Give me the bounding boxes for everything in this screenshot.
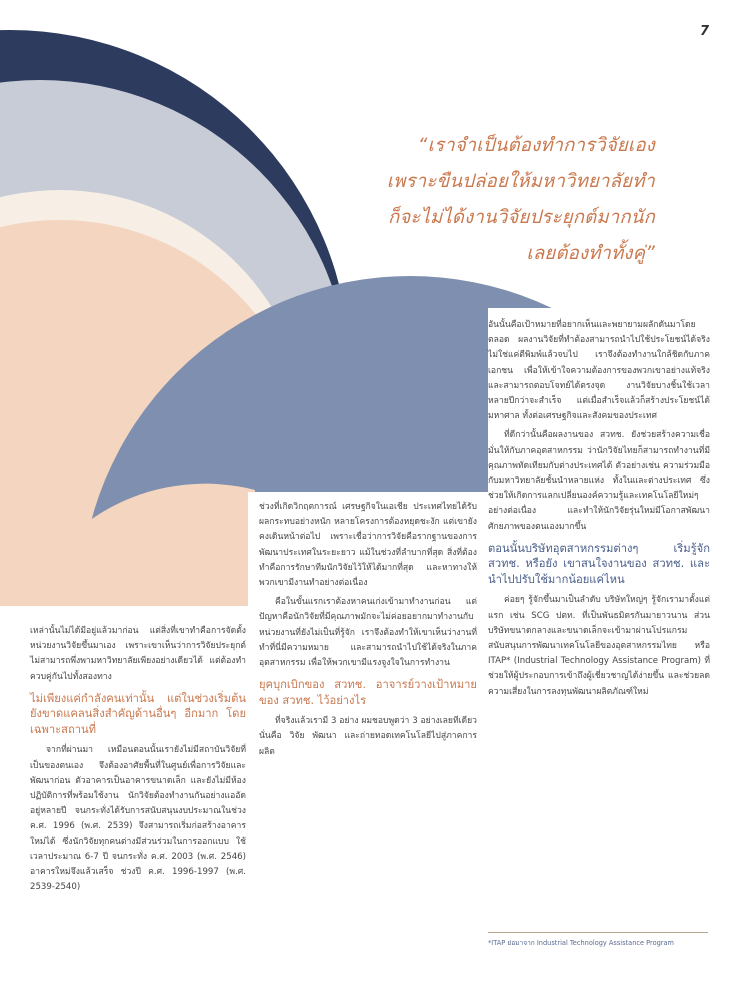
paragraph: จากที่ผ่านมา เหมือนตอนนั้นเรายังไม่มีสถาบันวิจัยที่เป็นของตนเอง จึงต้องอาศัยพื้นที่ในศูนย์เพื่อการวิจัยและพัฒนาก่อน ตัวอาคารเป็นอาคารขนาดเล็ก และยังไม่มีห้องปฏิบัติการที่พร้อมใช้งาน นักวิจัยต้องทำงานกันอย่างแออัดอยู่หลายปี จนกระทั่งได้รับการสนับสนุนงบประมาณในช่วง ค.ศ. 1996 (พ.ศ. 2539) จึงสามารถเริ่มก่อสร้างอาคารใหม่ได้ ซึ่งนักวิจัยทุกคนต่างมีส่วนร่วมในการออกแบบ ใช้เวลาประมาณ 6-7 ปี จนกระทั่ง ค.ศ. 2003 (พ.ศ. 2546) อาคารใหม่จึงแล้วเสร็จ ช่วงปี ค.ศ. 1996-1997 (พ.ศ. 2539-2540)	[30, 745, 246, 893]
pull-quote	[387, 128, 655, 272]
section-heading: ยุคบุกเบิกของ สวทช. อาจารย์วางเป้าหมายของ สวทช. ไว้อย่างไร	[259, 678, 477, 707]
mask-top	[0, 0, 737, 5]
section-heading: ตอนนั้นบริษัทอุตสาหกรรมต่างๆ เริ่มรู้จัก สวทช. หรือยัง เขาสนใจงานของ สวทช. และนำไปปรับใช้มากน้อยแค่ไหน	[488, 541, 710, 586]
section-heading: ไม่เพียงแค่กำลังคนเท่านั้น แต่ในช่วงเริ่มต้นยังขาดแคลนสิ่งสำคัญด้านอื่นๆ อีกมาก โดยเฉพาะสถานที่	[30, 691, 246, 736]
quote-line-1: “เราจำเป็นต้องทำการวิจัยเอง	[417, 135, 655, 156]
quote-line-2: เพราะขืนปล่อยให้มหาวิทยาลัยทำ	[386, 171, 655, 192]
paragraph: ที่จริงแล้วเรามี 3 อย่าง ผมชอบพูดว่า 3 อย่างเลยทีเดียว นั่นคือ วิจัย พัฒนา และถ่ายทอดเทคโนโลยีไปสู่ภาคการผลิต	[259, 716, 477, 757]
paragraph: ช่วงที่เกิดวิกฤตการณ์ เศรษฐกิจในเอเชีย ประเทศไทยได้รับผลกระทบอย่างหนัก หลายโครงการต้องหยุดชะงัก แต่เขายังคงเดินหน้าต่อไป เพราะเชื่อว่าการวิจัยคือรากฐานของการพัฒนาประเทศในระยะยาว แม้ในช่วงที่ลำบากที่สุด สิ่งที่ต้องทำคือการรักษาทีมนักวิจัยไว้ให้ได้มากที่สุด และหาทางให้พวกเขามีงานทำอย่างต่อเนื่อง	[259, 502, 477, 589]
quote-line-3: ก็จะไม่ได้งานวิจัยประยุกต์มากนัก	[387, 207, 655, 228]
paragraph: คือในขั้นแรกเราต้องหาคนเก่งเข้ามาทำงานก่อน แต่ปัญหาคือนักวิจัยที่มีคุณภาพมักจะไม่ค่อยอยากมาทำงานกับหน่วยงานที่ยังไม่เป็นที่รู้จัก เราจึงต้องทำให้เขาเห็นว่างานที่ทำที่นี่มีความหมาย และสามารถนำไปใช้ได้จริงในภาคอุตสาหกรรม เพื่อให้พวกเขามีแรงจูงใจในการทำงาน	[259, 597, 477, 669]
column-middle	[259, 500, 477, 760]
paragraph: ค่อยๆ รู้จักขึ้นมาเป็นลำดับ บริษัทใหญ่ๆ รู้จักเรามาตั้งแต่แรก เช่น SCG ปตท. ที่เป็นพันธมิตรกันมายาวนาน ส่วนบริษัทขนาดกลางและขนาดเล็กจะเข้ามาผ่านโปรแกรมสนับสนุนการพัฒนาเทคโนโลยีของอุตสาหกรรมไทย หรือ ITAP* (Industrial Technology Assistance Program) ที่ช่วยให้ผู้ประกอบการเข้าถึงผู้เชี่ยวชาญได้ง่ายขึ้น และช่วยลดความเสี่ยงในการลงทุนพัฒนาผลิตภัณฑ์ใหม่	[488, 595, 710, 697]
quote-line-4: เลยต้องทำทั้งคู่”	[526, 243, 655, 264]
page-number: 7	[699, 24, 709, 39]
paragraph: ที่ดีกว่านั้นคือผลงานของ สวทช. ยังช่วยสร้างความเชื่อมั่นให้กับภาคอุตสาหกรรม ว่านักวิจัยไทยก็สามารถทำงานที่มีคุณภาพทัดเทียมกับต่างประเทศได้ ตัวอย่างเช่น ความร่วมมือกับมหาวิทยาลัยชั้นนำหลายแห่ง ทั้งในและต่างประเทศ ซึ่งช่วยให้เกิดการแลกเปลี่ยนองค์ความรู้และเทคโนโลยีใหม่ๆ อย่างต่อเนื่อง และทำให้นักวิจัยรุ่นใหม่มีโอกาสพัฒนาศักยภาพของตนเองมากขึ้น	[488, 430, 710, 532]
column-left	[30, 624, 246, 895]
paragraph: อันนั้นคือเป้าหมายที่อยากเห็นและพยายามผลักดันมาโดยตลอด ผลงานวิจัยที่ทำต้องสามารถนำไปใช้ประโยชน์ได้จริง ไม่ใช่แค่ตีพิมพ์แล้วจบไป เราจึงต้องทำงานใกล้ชิดกับภาคเอกชน เพื่อให้เข้าใจความต้องการของพวกเขาอย่างแท้จริง และสามารถตอบโจทย์ได้ตรงจุด งานวิจัยบางชิ้นใช้เวลาหลายปีกว่าจะสำเร็จ แต่เมื่อสำเร็จแล้วก็สร้างประโยชน์ได้มหาศาล ทั้งต่อเศรษฐกิจและสังคมของประเทศ	[488, 320, 710, 422]
footnote-divider	[488, 932, 708, 933]
footnote: *ITAP ย่อมาจาก Industrial Technology Assistance Program	[488, 939, 674, 947]
paragraph: เหล่านั้นไม่ได้มีอยู่แล้วมาก่อน แต่สิ่งที่เขาทำคือการจัดตั้งหน่วยงานวิจัยขึ้นมาเอง เพราะเขาเห็นว่าการวิจัยประยุกต์ไม่สามารถพึ่งพามหาวิทยาลัยเพียงอย่างเดียวได้ แต่ต้องทำควบคู่กันไปทั้งสองทาง	[30, 626, 246, 682]
column-right	[488, 318, 710, 700]
